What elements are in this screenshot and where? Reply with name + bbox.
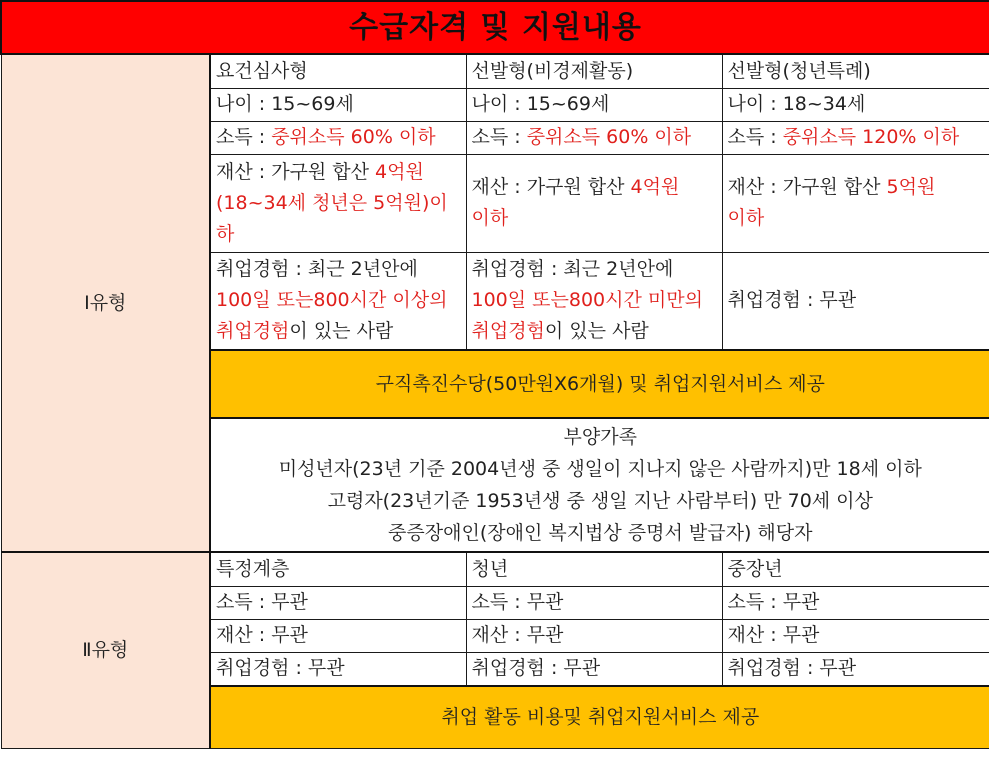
income-label: 소득 : (727, 126, 783, 148)
type1-age-2: 나이 : 15~69세 (466, 88, 722, 121)
type2-label: Ⅱ유형 (1, 552, 210, 748)
dependents-disabled: 중증장애인(장애인 복지법상 증명서 발급자) 해당자 (388, 522, 813, 544)
page-title: 수급자격 및 지원내용 (1, 1, 989, 54)
dependents-minor: 미성년자(23년 기준 2004년생 중 생일이 지나지 않은 사람까지)만 18세 이하 (278, 458, 922, 480)
income-requirement: 중위소득 60% 이하 (526, 126, 692, 148)
employment-suffix: 이 있는 사람 (544, 320, 649, 343)
employment-label: 취업경험 : 최근 2년안에 (471, 258, 674, 281)
type2-income-3: 소득 : 무관 (722, 586, 989, 619)
employment-suffix: 이 있는 사람 (289, 320, 394, 343)
asset-requirement: 4억원 이하 (471, 176, 680, 229)
type2-employment-1: 취업경험 : 무관 (210, 652, 466, 686)
type1-header-2: 선발형(비경제활동) (466, 54, 722, 88)
type1-income-2 (466, 121, 722, 154)
type1-employment-1 (210, 252, 466, 350)
income-label: 소득 : (471, 126, 527, 148)
type2-support-band: 취업 활동 비용및 취업지원서비스 제공 (210, 686, 989, 748)
type1-header-3: 선발형(청년특례) (722, 54, 989, 88)
type1-support-band: 구직촉진수당(50만원X6개월) 및 취업지원서비스 제공 (210, 350, 989, 418)
dependents-elderly: 고령자(23년기준 1953년생 중 생일 지난 사람부터) 만 70세 이상 (327, 490, 873, 512)
asset-label: 재산 : 가구원 합산 (216, 160, 376, 183)
asset-requirement: 5억원 이하 (727, 176, 936, 229)
type2-asset-1: 재산 : 무관 (210, 619, 466, 652)
type1-asset-3 (722, 154, 989, 252)
asset-label: 재산 : 가구원 합산 (727, 176, 887, 198)
dependents-heading: 부양가족 (563, 426, 637, 448)
type1-asset-1 (210, 154, 466, 252)
income-requirement: 중위소득 120% 이하 (782, 126, 960, 148)
employment-requirement: 100일 또는800시간 미만의 취업경험 (471, 289, 703, 343)
income-label: 소득 : (216, 126, 272, 148)
employment-requirement: 100일 또는800시간 이상의 취업경험 (216, 289, 448, 343)
type1-age-3: 나이 : 18~34세 (722, 88, 989, 121)
type2-header-1: 특정계층 (210, 552, 466, 586)
type2-employment-3: 취업경험 : 무관 (722, 652, 989, 686)
type1-income-1 (210, 121, 466, 154)
dependents-box (210, 418, 989, 552)
type2-employment-2: 취업경험 : 무관 (466, 652, 722, 686)
type1-header-1: 요건심사형 (210, 54, 466, 88)
asset-label: 재산 : 가구원 합산 (471, 176, 631, 198)
type1-asset-2 (466, 154, 722, 252)
employment-label: 취업경험 : 최근 2년안에 (216, 258, 418, 281)
type1-income-3 (722, 121, 989, 154)
type2-asset-3: 재산 : 무관 (722, 619, 989, 652)
type2-income-2: 소득 : 무관 (466, 586, 722, 619)
type2-header-2: 청년 (466, 552, 722, 586)
income-requirement: 중위소득 60% 이하 (271, 126, 436, 148)
type2-income-1: 소득 : 무관 (210, 586, 466, 619)
type2-asset-2: 재산 : 무관 (466, 619, 722, 652)
asset-requirement: 4억원 (18~34세 청년은 5억원)이 하 (216, 160, 448, 245)
type1-label: Ⅰ유형 (1, 54, 210, 552)
type1-employment-2 (466, 252, 722, 350)
type1-age-1: 나이 : 15~69세 (210, 88, 466, 121)
type2-header-3: 중장년 (722, 552, 989, 586)
type1-employment-3: 취업경험 : 무관 (722, 252, 989, 350)
